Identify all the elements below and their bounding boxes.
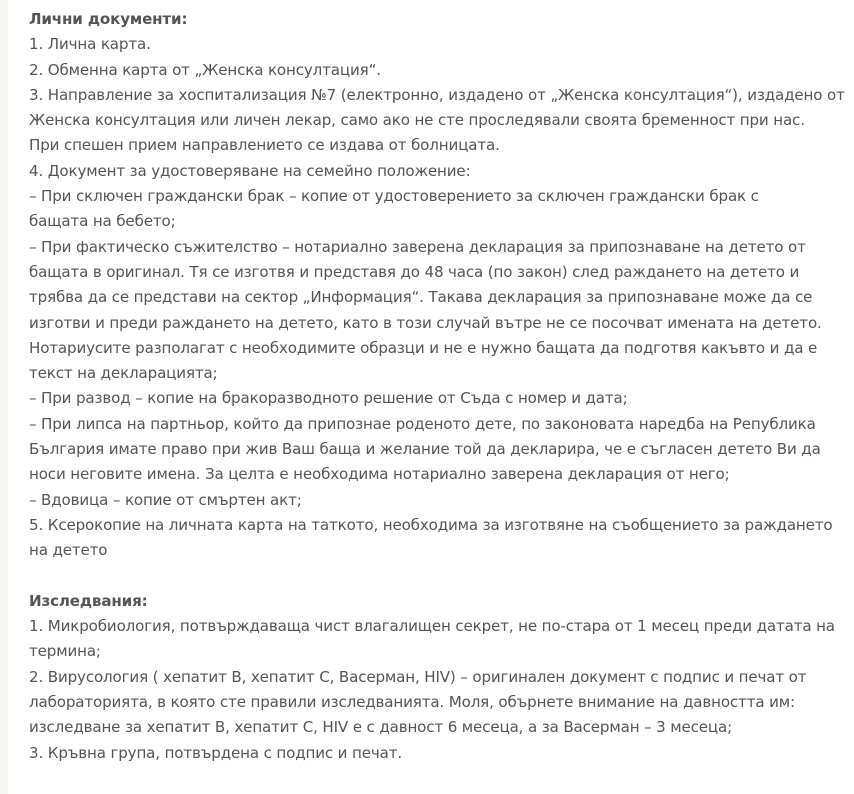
- examinations-heading: Изследвания:: [29, 591, 148, 610]
- text-line: Нотариусите разполагат с необходимите образци и не е нужно бащата да подготвя какъвто и да е: [29, 338, 818, 357]
- text-line: трябва да се представи на сектор „Информация“. Такава декларация за припознаване може да се: [29, 288, 813, 307]
- text-line: – При сключен граждански брак – копие от удостоверението за сключен граждански брак с: [29, 187, 759, 206]
- examinations-section: [29, 589, 851, 766]
- text-line: термина;: [29, 642, 101, 661]
- left-margin-strip: [0, 0, 8, 794]
- text-line: бащата в оригинал. Тя се изготвя и представя до 48 часа (по закон) след раждането на детето и: [29, 262, 800, 281]
- text-line: – При развод – копие на бракоразводното решение от Съда с номер и дата;: [29, 389, 628, 408]
- text-line: България имате право при жив Ваш баща и желание той да декларира, че е съгласен детето Ви да: [29, 440, 821, 459]
- text-line: При спешен прием направлението се издава от болницата.: [29, 136, 500, 155]
- text-line: 2. Обменна карта от „Женска консултация“.: [29, 60, 381, 79]
- text-line: лабораторията, в която сте правили изследванията. Моля, обърнете внимание на давността им:: [29, 693, 795, 712]
- text-line: текст на декларацията;: [29, 364, 218, 383]
- text-line: – При фактическо съжителство – нотариално заверена декларация за припознаване на детето от: [29, 237, 806, 256]
- text-line: Женска консултация или личен лекар, само ако не сте проследявали своята бременност при нас.: [29, 111, 805, 130]
- text-line: 5. Ксерокопие на личната карта на таткото, необходима за изготвяне на съобщението за раждането: [29, 515, 833, 534]
- text-line: изготви и преди раждането на детето, като в този случай вътре не се посочват имената на детето.: [29, 313, 822, 332]
- text-line: 3. Кръвна група, потвърдена с подпис и печат.: [29, 743, 402, 762]
- text-line: 2. Вирусология ( хепатит В, хепатит С, Васерман, HIV) – оригинален документ с подпис и печат от: [29, 667, 807, 686]
- requirements-text: [29, 7, 851, 766]
- text-line: 1. Лична карта.: [29, 35, 151, 54]
- text-line: – При липса на партньор, който да припознае роденото дете, по законовата наредба на Република: [29, 414, 816, 433]
- text-line: – Вдовица – копие от смъртен акт;: [29, 490, 302, 509]
- personal-documents-heading: Лични документи:: [29, 10, 188, 28]
- text-line: на детето: [29, 541, 108, 560]
- text-line: носи неговите имена. За целта е необходима нотариално заверена декларация от него;: [29, 465, 730, 484]
- text-line: 3. Направление за хоспитализация №7 (електронно, издадено от „Женска консултация“), издадено от: [29, 85, 845, 104]
- text-line: 4. Документ за удостоверяване на семейно положение:: [29, 161, 471, 180]
- text-line: бащата на бебето;: [29, 212, 176, 231]
- personal-documents-section: [29, 7, 851, 564]
- text-line: изследване за хепатит В, хепатит С, HIV е с давност 6 месеца, а за Васерман – 3 месеца;: [29, 718, 733, 737]
- text-line: 1. Микробиология, потвърждаваща чист влагалищен секрет, не по-стара от 1 месец преди датата на: [29, 617, 835, 636]
- section-spacer: [29, 564, 851, 589]
